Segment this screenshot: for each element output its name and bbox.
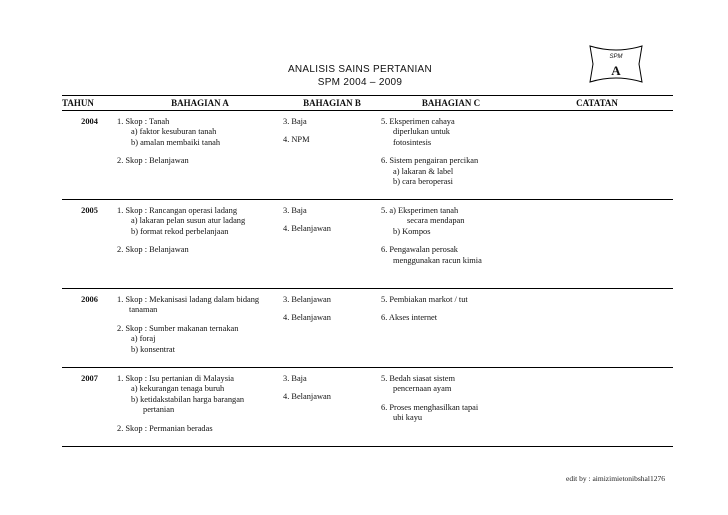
- table-header-row: [62, 96, 673, 111]
- bahagian-b-cell: [283, 289, 381, 368]
- line: secara mendapan: [407, 216, 465, 226]
- catatan-cell: [521, 289, 673, 368]
- line: 4. Belanjawan: [283, 224, 331, 234]
- line: a) faktor kesuburan tanah: [131, 127, 217, 137]
- header-bahagian-b: BAHAGIAN B: [283, 96, 381, 111]
- line: 1. Skop : Tanah: [117, 117, 170, 126]
- line: 2. Skop : Sumber makanan ternakan: [117, 323, 239, 333]
- line: b) cara beroperasi: [393, 177, 453, 187]
- bahagian-b-cell: [283, 368, 381, 447]
- line: 3. Baja: [283, 206, 307, 215]
- line: 5. Bedah siasat sistem: [381, 374, 455, 383]
- header-tahun: TAHUN: [62, 96, 117, 111]
- line: 1. Skop : Rancangan operasi ladang: [117, 206, 238, 215]
- line: a) kekurangan tenaga buruh: [131, 384, 225, 394]
- badge-tag: SPM: [609, 54, 623, 60]
- bahagian-b-cell: [283, 200, 381, 289]
- line: 5. Eksperimen cahaya: [381, 117, 455, 126]
- line: a) foraj: [131, 334, 156, 344]
- title-line-1: ANALISIS SAINS PERTANIAN: [287, 64, 433, 75]
- year-cell: 2004: [62, 111, 117, 200]
- bahagian-b-cell: [283, 111, 381, 200]
- line: a) lakaran pelan susun atur ladang: [131, 216, 246, 226]
- bahagian-c-cell: [381, 111, 521, 200]
- line: 4. Belanjawan: [283, 313, 331, 323]
- line: b) ketidakstabilan harga barangan: [131, 394, 245, 404]
- line: 1. Skop : Mekanisasi ladang dalam bidang: [117, 295, 260, 304]
- bahagian-a-cell: [117, 368, 283, 447]
- bahagian-c-cell: [381, 289, 521, 368]
- table-row: [62, 368, 673, 447]
- catatan-cell: [521, 200, 673, 289]
- line: 5. a) Eksperimen tanah: [381, 206, 459, 215]
- header-bahagian-a: BAHAGIAN A: [117, 96, 283, 111]
- bahagian-a-cell: [117, 111, 283, 200]
- table-row: [62, 200, 673, 289]
- year-cell: 2005: [62, 200, 117, 289]
- header-bahagian-c: BAHAGIAN C: [381, 96, 521, 111]
- line: diperlukan untuk: [393, 127, 450, 137]
- bahagian-a-cell: [117, 289, 283, 368]
- line: a) lakaran & label: [393, 166, 454, 176]
- header-catatan: CATATAN: [521, 96, 673, 111]
- line: tanaman: [129, 305, 158, 315]
- line: 2. Skop : Belanjawan: [117, 245, 189, 255]
- year-cell: 2007: [62, 368, 117, 447]
- line: 3. Baja: [283, 117, 307, 126]
- line: ubi kayu: [393, 413, 423, 423]
- footer-credit: edit by : aimizimietonibshal1276: [566, 474, 665, 483]
- analysis-table: [62, 95, 673, 447]
- line: 2. Skop : Permanian beradas: [117, 423, 213, 433]
- line: 3. Baja: [283, 374, 307, 383]
- line: 4. Belanjawan: [283, 392, 331, 402]
- line: 4. NPM: [283, 135, 310, 145]
- badge-letter: A: [611, 63, 621, 78]
- line: 1. Skop : Isu pertanian di Malaysia: [117, 374, 234, 383]
- line: menggunakan racun kimia: [393, 255, 482, 265]
- line: 6. Proses menghasilkan tapai: [381, 402, 479, 412]
- title-line-2: SPM 2004 – 2009: [317, 77, 403, 88]
- line: 5. Pembiakan markot / tut: [381, 295, 468, 304]
- catatan-cell: [521, 111, 673, 200]
- line: 6. Akses internet: [381, 313, 438, 323]
- bahagian-a-cell: [117, 200, 283, 289]
- line: b) konsentrat: [131, 344, 175, 354]
- line: 2. Skop : Belanjawan: [117, 156, 189, 166]
- year-cell: 2006: [62, 289, 117, 368]
- bahagian-c-cell: [381, 368, 521, 447]
- line: b) Kompos: [393, 226, 431, 236]
- line: 3. Belanjawan: [283, 295, 331, 304]
- table-row: [62, 289, 673, 368]
- line: b) amalan membaiki tanah: [131, 137, 221, 147]
- catatan-cell: [521, 368, 673, 447]
- line: fotosintesis: [393, 137, 432, 147]
- line: pertanian: [143, 405, 175, 415]
- line: 6. Sistem pengairan percikan: [381, 156, 479, 166]
- bahagian-c-cell: [381, 200, 521, 289]
- line: b) format rekod perbelanjaan: [131, 226, 229, 236]
- line: pencernaan ayam: [393, 384, 452, 394]
- line: 6. Pengawalan perosak: [381, 245, 458, 255]
- table-row: [62, 111, 673, 200]
